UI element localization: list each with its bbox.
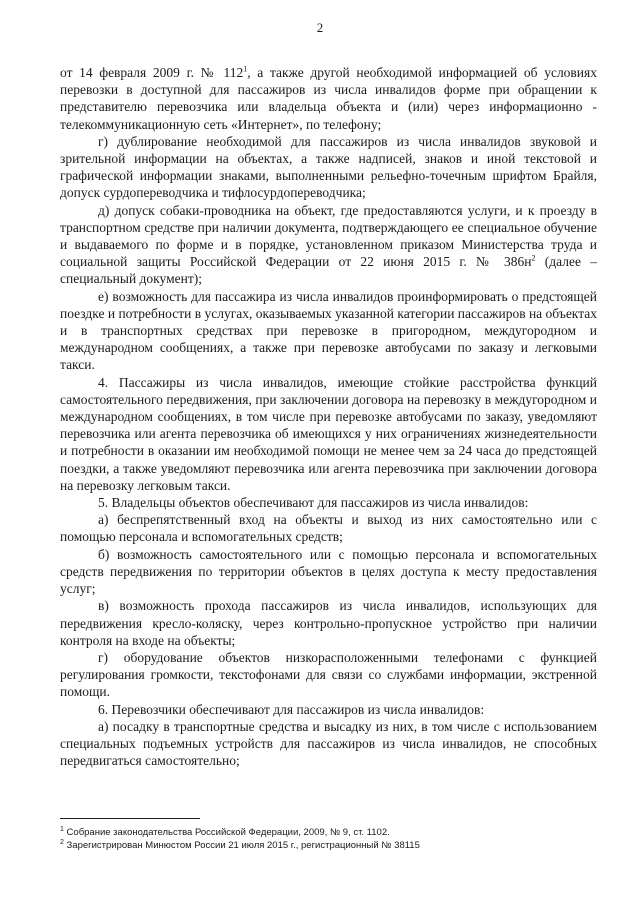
footnote-text: Зарегистрирован Минюстом России 21 июля 2015 г., регистрационный № 38115 — [66, 840, 420, 851]
footnote-text: Собрание законодательства Российской Федерации, 2009, № 9, ст. 1102. — [66, 827, 390, 838]
paragraph-text: от 14 февраля 2009 г. № 112 — [60, 65, 244, 80]
footnote-1 — [60, 826, 597, 839]
paragraph-text: д) допуск собаки-проводника на объект, где предоставляются услуги, и к проезду в транспортном средстве при наличии документа, подтверждающего ее специальное обучение и выдаваемого по форме и в порядке, установленном приказом Министерства труда и социальной защиты Российской Федерации от 22 июня 2015 г. № 386н — [60, 202, 597, 270]
clause-5-item-v: в) возможность прохода пассажиров из числа инвалидов, использующих для передвижения кресло-коляску, через контрольно-пропускное устройство при наличии контроля на входе на объекты; — [60, 598, 597, 648]
clause-5-item-a: а) беспрепятственный вход на объекты и выход из них самостоятельно или с помощью персонала и вспомогательных средств; — [60, 512, 597, 545]
list-item-e-inform: е) возможность для пассажира из числа инвалидов проинформировать о предстоящей поездке и потребности в услугах, оказываемых указанной категории пассажиров на объектах и в транспортных средствах при перевозке в пригородном, междугородном и международном сообщениях, а также при перевозке автобусами по заказу и легковыми такси. — [60, 288, 597, 373]
list-item-d-guide-dog — [60, 202, 597, 288]
footnote-divider — [60, 818, 200, 819]
footnotes — [60, 826, 597, 852]
footnote-reference-2: 2 — [531, 253, 536, 263]
footnote-reference-1: 1 — [243, 64, 248, 74]
clause-5-item-g: г) оборудование объектов низкорасположенными телефонами с функцией регулирования громкости, текстофонами для связи со службами информации, экстренной помощи. — [60, 649, 597, 700]
paragraph-text: (далее – специальный документ); — [60, 254, 597, 287]
clause-6: 6. Перевозчики обеспечивают для пассажиров из числа инвалидов: — [98, 701, 485, 717]
footnote-mark: 2 — [60, 838, 64, 846]
page-number: 2 — [316, 20, 324, 35]
clause-4: 4. Пассажиры из числа инвалидов, имеющие стойкие расстройства функций самостоятельного передвижения, при заключении договора на перевозку в междугородном и международном сообщениях, в том числе при перевозке автобусами по заказу, уведомляют перевозчика или агента перевозчика об имеющихся у них ограничениях жизнедеятельности и потребности в оказании им необходимой помощи не менее чем за 24 часа до предстоящей поездки, а также уведомляют перевозчика или агента перевозчика при заключении договора на перевозку легковым такси. — [60, 374, 597, 493]
footnote-mark: 1 — [60, 825, 64, 833]
paragraph-continuation — [60, 64, 597, 133]
footnote-2 — [60, 839, 597, 852]
list-item-g-duplication: г) дублирование необходимой для пассажиров из числа инвалидов звуковой и зрительной информации на объектах, а также надписей, знаков и иной текстовой и графической информации знаками, выполненными рельефно-точечным шрифтом Брайля, допуск сурдопереводчика и тифлосурдопереводчика; — [60, 133, 597, 201]
clause-5: 5. Владельцы объектов обеспечивают для пассажиров из числа инвалидов: — [98, 495, 529, 511]
clause-5-item-b: б) возможность самостоятельного или с помощью персонала и вспомогательных средств передвижения по территории объектов в целях доступа к месту предоставления услуг; — [60, 546, 597, 597]
clause-6-item-a: а) посадку в транспортные средства и высадку из них, в том числе с использованием специальных подъемных устройств для пассажиров из числа инвалидов, не способных передвигаться самостоятельно; — [60, 718, 597, 769]
document-body — [60, 64, 597, 769]
paragraph-text: , а также другой необходимой информацией об условиях перевозки в доступной для пассажиров из числа инвалидов форме при обращении к представителю перевозчика или владельца объекта и (или) через информационно - телекоммуникационную сеть «Интернет», по телефону; — [60, 65, 597, 132]
